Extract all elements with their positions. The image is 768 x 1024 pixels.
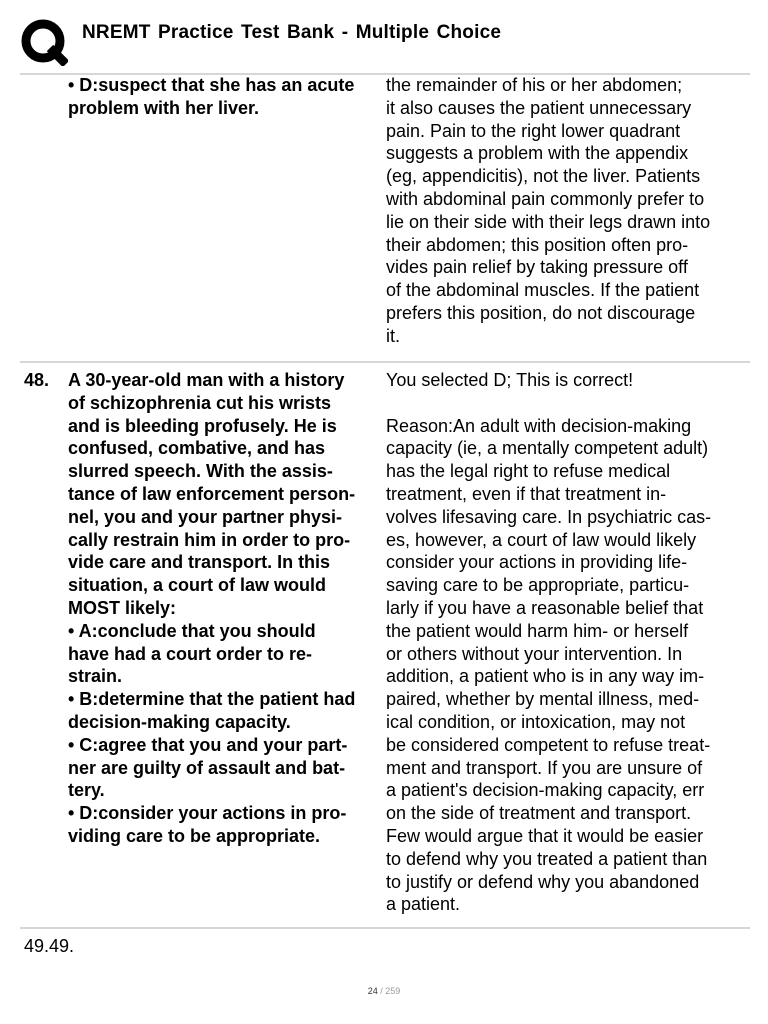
page-separator: / bbox=[377, 986, 386, 996]
question-48: A 30-year-old man with a history of schizophrenia cut his wrists and is bleeding profusely. He is confused, combative, and has slurred speech. With the assis- tance of law enforcement person- nel, you and your partner physi- cally restrain him in order to pro- vide care and transport. In this situation, a court of law would MOST likely: • A:conclude that you should have had a court order to re- strain. • B:determine that the patient had decision-making capacity. • C:agree that you and your part- ner are guilty of assault and bat- tery. • D:consider your actions in pro- viding care to be appropriate. bbox=[68, 370, 356, 846]
answer-47-tail: the remainder of his or her abdomen; it also causes the patient unnecessary pain. Pain to the right lower quadrant suggests a problem with the appendix (eg, appendicitis), not the liver. Patients with abdominal pain commonly prefer to lie on their side with their legs drawn into their abdomen; this position often pro- vides pain relief by taking pressure off of the abdominal muscles. If the patient prefers this position, do not discourage it. bbox=[386, 75, 711, 346]
q-logo-icon bbox=[20, 18, 68, 66]
question-48-tail: • D:suspect that she has an acute problem with her liver. bbox=[68, 75, 355, 118]
total-pages: 259 bbox=[385, 986, 401, 996]
answer-48: You selected D; This is correct! Reason:An adult with decision-making capacity (ie, a mentally competent adult) has the legal right to refuse medical treatment, even if that treatment in- volves lifesaving care. In psychiatric cas- es, however, a court of law would likely consider your actions in providing life- saving care to be appropriate, particu- larly if you have a reasonable belief that the patient would harm him- or herself or others without your intervention. In addition, a patient who is in any way im- paired, whether by mental illness, med- ical condition, or intoxication, may not be considered competent to refuse treat- ment and transport. If you are unsure of a patient's decision-making capacity, err on the side of treatment and transport. Few would argue that it would be easier to defend why you treated a patient than to justify or defend why you abandoned a patient. bbox=[386, 370, 712, 915]
question-number: 48. bbox=[24, 370, 50, 390]
page-indicator bbox=[0, 986, 768, 996]
divider bbox=[20, 361, 750, 363]
current-page: 24 bbox=[367, 986, 378, 996]
divider bbox=[20, 927, 750, 929]
page-title: NREMT Practice Test Bank - Multiple Choice bbox=[82, 22, 502, 43]
question-49-number: 49.49. bbox=[24, 936, 75, 956]
